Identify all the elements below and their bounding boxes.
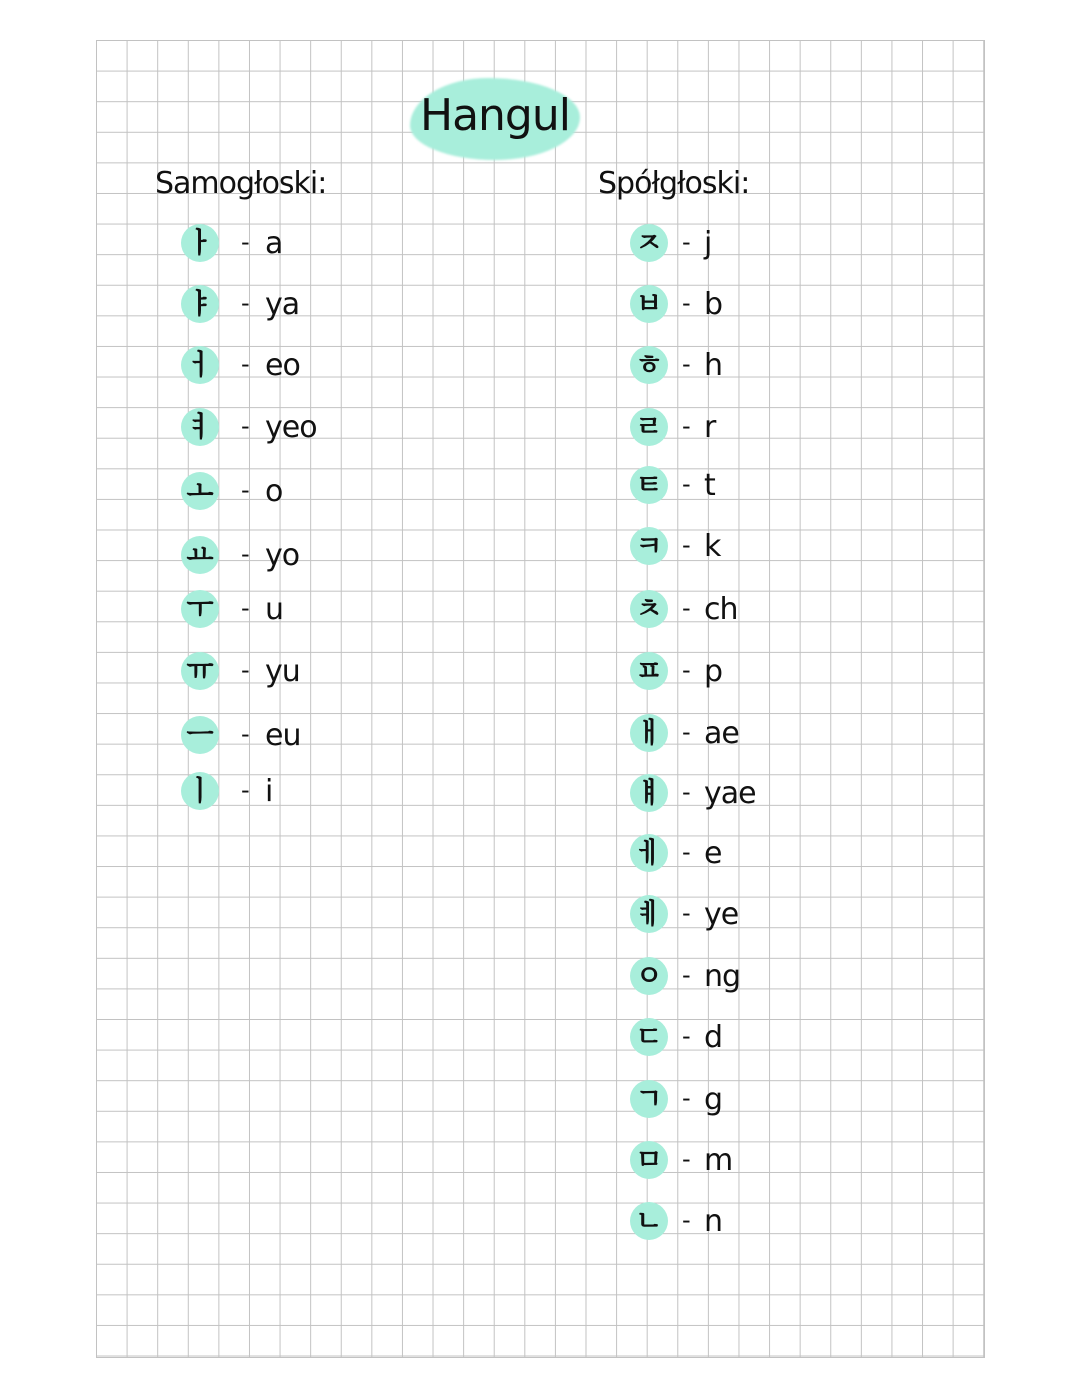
hangul-letter: ㅁ [635,1143,663,1176]
vowel-row [181,408,381,448]
dash-separator: - [241,350,250,378]
vowel-row [181,652,381,692]
dash-separator: - [682,412,691,440]
dash-separator: - [682,1145,691,1173]
dash-separator: - [241,540,250,568]
vowel-row [181,590,381,630]
hangul-letter: ㅠ [186,654,214,687]
dash-separator: - [241,412,250,440]
romanization: j [704,226,712,261]
vowel-row [181,285,381,325]
consonants-heading: Spółgłoski: [598,166,750,201]
romanization: i [265,774,273,809]
dash-separator: - [682,961,691,989]
hangul-letter: ㅣ [186,774,214,807]
romanization: u [265,592,284,627]
dash-separator: - [682,899,691,927]
hangul-letter: ㅇ [635,959,663,992]
consonant-row [630,1141,830,1181]
dash-separator: - [241,720,250,748]
hangul-letter: ㅜ [186,592,214,625]
dash-separator: - [241,656,250,684]
dash-separator: - [682,289,691,317]
hangul-letter: ㅑ [186,287,214,320]
dash-separator: - [682,1084,691,1112]
consonant-row [630,285,830,325]
consonant-row [630,774,830,814]
consonant-row [630,1018,830,1058]
romanization: yo [265,538,300,573]
hangul-letter: ㄱ [635,1082,663,1115]
dash-separator: - [682,594,691,622]
consonant-row [630,834,830,874]
romanization: d [704,1020,723,1055]
romanization: m [704,1143,733,1178]
dash-separator: - [241,289,250,317]
romanization: yae [704,776,756,811]
hangul-letter: ㅖ [635,897,663,930]
consonant-row [630,466,830,506]
vowels-heading: Samogłoski: [155,166,327,201]
consonant-row [630,957,830,997]
hangul-letter: ㅐ [635,716,663,749]
hangul-letter: ㅌ [635,468,663,501]
vowel-row [181,224,381,264]
consonant-row [630,224,830,264]
title-highlight [410,78,580,160]
consonant-row [630,408,830,448]
hangul-letter: ㅓ [186,348,214,381]
romanization: ch [704,592,738,627]
hangul-letter: ㄷ [635,1020,663,1053]
consonant-row [630,895,830,935]
consonant-row [630,652,830,692]
romanization: b [704,287,723,322]
hangul-letter: ㅔ [635,836,663,869]
hangul-letter: ㅕ [186,410,214,443]
romanization: n [704,1204,723,1239]
dash-separator: - [682,718,691,746]
romanization: t [704,468,715,503]
dash-separator: - [682,838,691,866]
dash-separator: - [241,228,250,256]
vowel-row [181,536,381,576]
consonant-row [630,590,830,630]
dash-separator: - [682,228,691,256]
hangul-letter: ㄹ [635,410,663,443]
dash-separator: - [682,350,691,378]
dash-separator: - [682,778,691,806]
hangul-letter: ㅂ [635,287,663,320]
romanization: k [704,529,721,564]
consonant-row [630,346,830,386]
page-title: Hangul [420,90,570,141]
hangul-letter: ㄴ [635,1204,663,1237]
dash-separator: - [682,470,691,498]
romanization: yeo [265,410,317,445]
romanization: r [704,410,716,445]
vowel-row [181,772,381,812]
dash-separator: - [682,656,691,684]
romanization: e [704,836,722,871]
romanization: h [704,348,723,383]
dash-separator: - [241,776,250,804]
vowel-row [181,346,381,386]
romanization: ya [265,287,300,322]
dash-separator: - [682,1022,691,1050]
hangul-letter: ㅎ [635,348,663,381]
romanization: eu [265,718,301,753]
consonant-row [630,714,830,754]
consonant-row [630,1080,830,1120]
hangul-letter: ㅒ [635,776,663,809]
consonant-row [630,1202,830,1242]
dash-separator: - [682,531,691,559]
romanization: ae [704,716,739,751]
romanization: p [704,654,723,689]
hangul-letter: ㅋ [635,529,663,562]
vowel-row [181,472,381,512]
hangul-letter: ㅛ [186,538,214,571]
hangul-letter: ㅗ [186,474,214,507]
vowel-row [181,716,381,756]
romanization: a [265,226,283,261]
dash-separator: - [241,476,250,504]
romanization: ye [704,897,739,932]
hangul-letter: ㅍ [635,654,663,687]
hangul-letter: ㅡ [186,718,214,751]
romanization: ng [704,959,741,994]
romanization: o [265,474,283,509]
hangul-letter: ㅈ [635,226,663,259]
romanization: g [704,1082,723,1117]
romanization: eo [265,348,300,383]
hangul-letter: ㅏ [186,226,214,259]
romanization: yu [265,654,300,689]
dash-separator: - [241,594,250,622]
dash-separator: - [682,1206,691,1234]
hangul-letter: ㅊ [635,592,663,625]
consonant-row [630,527,830,567]
